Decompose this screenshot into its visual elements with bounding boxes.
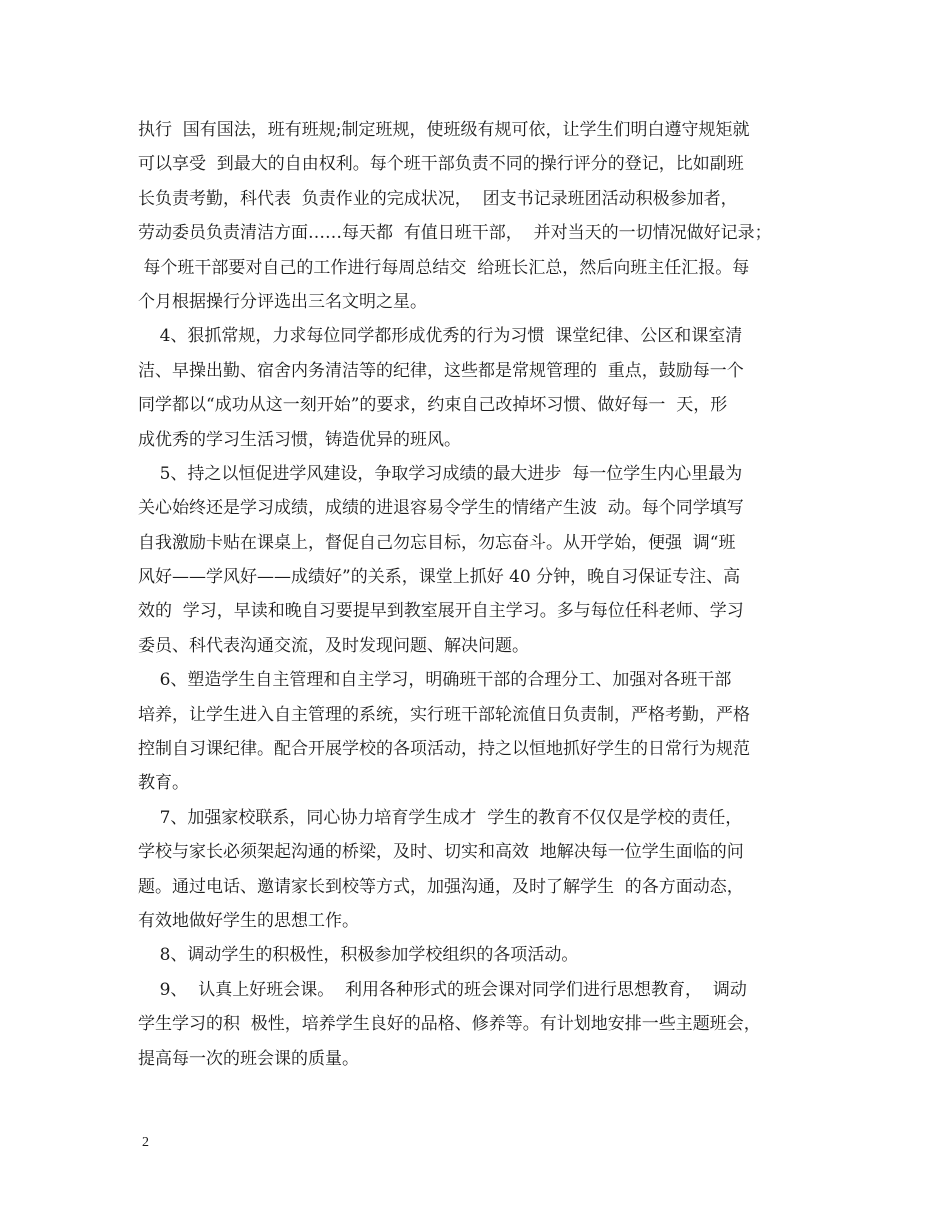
- text-line: 风好——学风好——成绩好”的关系，课堂上抓好 40 分钟，晚自习保证专注、高: [138, 567, 741, 588]
- text-line: 控制自习课纪律。配合开展学校的各项活动，持之以恒地抓好学生的日常行为规范: [138, 739, 750, 760]
- text-line: 个月根据操行分评选出三名文明之星。: [138, 291, 427, 312]
- text-line: 有效地做好学生的思想工作。: [138, 910, 359, 931]
- text-line: 9、 认真上好班会课。 利用各种形式的班会课对同学们进行思想教育， 调动: [138, 979, 747, 1000]
- text-line: 学生学习的积 极性，培养学生良好的品格、修养等。有计划地安排一些主题班会，: [138, 1014, 761, 1035]
- text-line: 执行 国有国法，班有班规;制定班规，使班级有规可依，让学生们明白遵守规矩就: [138, 120, 750, 140]
- text-line: 4、狠抓常规，力求每位同学都形成优秀的行为习惯 课堂纪律、公区和课室清: [138, 326, 743, 347]
- text-line: 提高每一次的班会课的质量。: [138, 1048, 359, 1069]
- text-line: 8、调动学生的积极性，积极参加学校组织的各项活动。: [138, 945, 579, 966]
- text-line: 学校与家长必须架起沟通的桥梁，及时、切实和高效 地解决每一位学生面临的问: [138, 842, 744, 863]
- page-number: 2: [142, 1135, 149, 1150]
- text-line: 关心始终还是学习成绩，成绩的进退容易令学生的情绪产生波 动。每个同学填写: [138, 498, 744, 519]
- text-line: 5、持之以恒促进学风建设，争取学习成绩的最大进步 每一位学生内心里最为: [138, 463, 743, 484]
- text-line: 效的 学习，早读和晚自习要提早到教室展开自主学习。多与每位任科老师、学习: [138, 601, 744, 622]
- text-line: 委员、科代表沟通交流，及时发现问题、解决问题。: [138, 635, 529, 656]
- text-line: 可以享受 到最大的自由权利。每个班干部负责不同的操行评分的登记，比如副班: [138, 154, 744, 175]
- text-line: 长负责考勤，科代表 负责作业的完成状况， 团支书记录班团活动积极参加者，: [138, 188, 738, 209]
- document-body: [138, 113, 828, 1076]
- text-line: 劳动委员负责清洁方面……每天都 有值日班干部， 并对当天的一切情况做好记录；: [138, 223, 772, 244]
- text-line: 洁、早操出勤、宿舍内务清洁等的纪律，这些都是常规管理的 重点，鼓励每一个: [138, 360, 744, 381]
- text-line: 教育。: [138, 773, 189, 794]
- text-line: 同学都以“成功从这一刻开始”的要求，约束自己改掉坏习惯、做好每一 天，形: [138, 395, 728, 416]
- text-line: 6、塑造学生自主管理和自主学习，明确班干部的合理分工、加强对各班干部: [138, 670, 732, 691]
- text-line: 7、加强家校联系，同心协力培育学生成才 学生的教育不仅仅是学校的责任，: [138, 807, 743, 828]
- text-line: 每个班干部要对自己的工作进行每周总结交 给班长汇总，然后向班主任汇报。每: [138, 257, 750, 278]
- text-line: 成优秀的学习生活习惯，铸造优异的班风。: [138, 429, 461, 450]
- text-line: 自我激励卡贴在课桌上，督促自己勿忘目标，勿忘奋斗。从开学始，便强 调“班: [138, 532, 736, 553]
- text-line: 题。通过电话、邀请家长到校等方式，加强沟通，及时了解学生 的各方面动态，: [138, 876, 744, 897]
- text-line: 培养，让学生进入自主管理的系统，实行班干部轮流值日负责制，严格考勤，严格: [138, 704, 750, 725]
